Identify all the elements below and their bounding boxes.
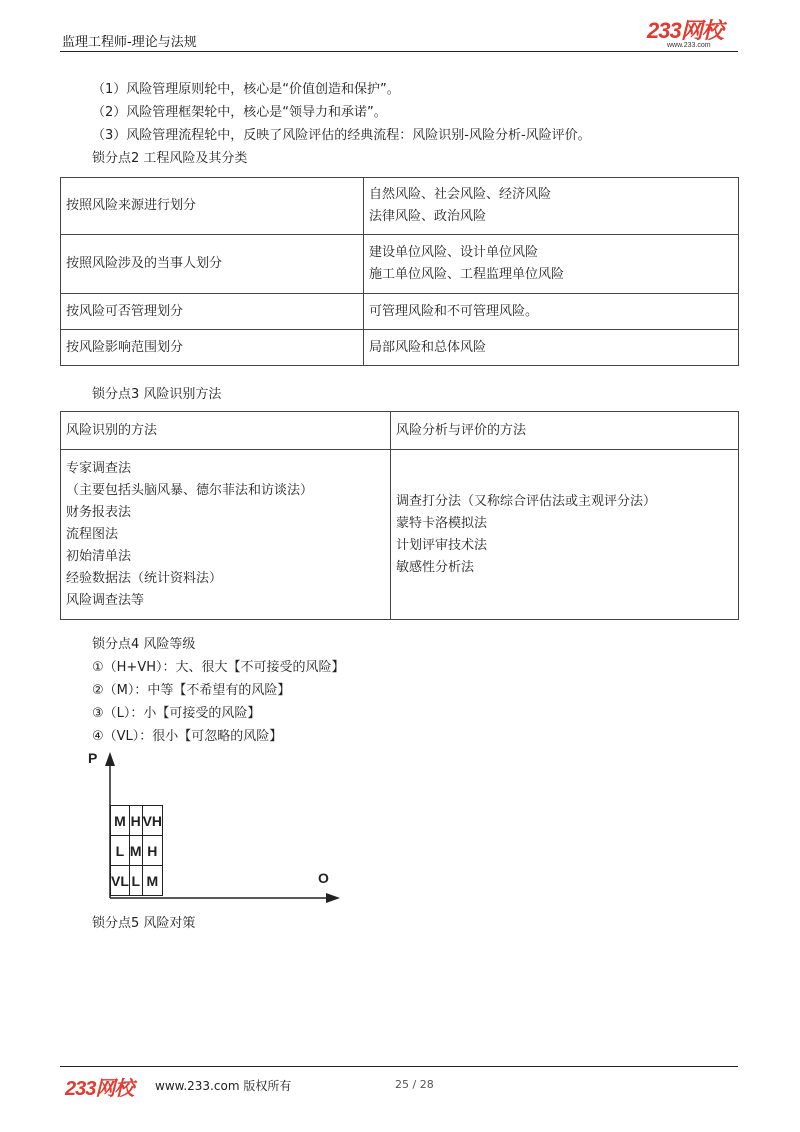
logo-url: www.233.com	[667, 42, 711, 49]
table-cell: 按照风险涉及的当事人划分	[61, 235, 364, 294]
table-row	[61, 235, 739, 294]
list-item: 初始清单法	[66, 548, 132, 564]
brand-logo	[647, 20, 723, 50]
list-item: 经验数据法（统计资料法）	[66, 570, 223, 586]
table-row	[61, 412, 739, 450]
cell-line: 施工单位风险、工程监理单位风险	[369, 267, 565, 282]
risk-level-2: ②（M）：中等【不希望有的风险】	[92, 683, 291, 698]
section5-heading: 锁分点5 风险对策	[92, 916, 196, 931]
risk-method-table	[60, 411, 739, 620]
logo-text: 233网校	[647, 18, 723, 43]
header-divider	[60, 51, 738, 52]
list-item: 流程图法	[66, 526, 119, 542]
risk-level-1: ①（H+VH）：大、很大【不可接受的风险】	[92, 660, 345, 675]
table-cell: 按风险可否管理划分	[61, 294, 364, 330]
document-header-title: 监理工程师-理论与法规	[62, 35, 197, 50]
matrix-cell: M	[129, 836, 142, 866]
matrix-row	[111, 866, 163, 896]
y-axis-arrow-icon	[105, 752, 115, 766]
cell-line: 建设单位风险、设计单位风险	[369, 245, 539, 260]
matrix-cell: L	[129, 866, 142, 896]
matrix-cell: L	[111, 836, 130, 866]
matrix-row	[111, 836, 163, 866]
list-item: 风险调查法等	[66, 592, 145, 608]
list-item: 计划评审技术法	[396, 537, 488, 553]
table-header-cell: 风险识别的方法	[61, 412, 391, 450]
risk-level-3: ③（L）：小【可接受的风险】	[92, 706, 261, 721]
footer-logo: 233网校	[65, 1078, 134, 1100]
y-axis-label: P	[88, 750, 98, 766]
table-row	[61, 178, 739, 235]
section4-heading: 锁分点4 风险等级	[92, 637, 196, 652]
table-cell	[391, 450, 739, 620]
table-header-cell: 风险分析与评价的方法	[391, 412, 739, 450]
intro-line-1: （1）风险管理原则轮中，核心是“价值创造和保护”。	[92, 82, 400, 97]
x-axis-arrow-icon	[326, 893, 340, 903]
list-item: 敏感性分析法	[396, 559, 475, 575]
matrix-cell: M	[111, 806, 130, 836]
table-cell: 局部风险和总体风险	[364, 330, 739, 366]
section3-heading: 锁分点3 风险识别方法	[92, 387, 222, 402]
table-row	[61, 294, 739, 330]
section2-heading: 锁分点2 工程风险及其分类	[92, 151, 248, 166]
footer-divider	[60, 1066, 738, 1067]
table-cell: 可管理风险和不可管理风险。	[364, 294, 739, 330]
intro-line-2: （2）风险管理框架轮中，核心是“领导力和承诺”。	[92, 105, 387, 120]
matrix-grid	[110, 805, 163, 896]
intro-line-3: （3）风险管理流程轮中，反映了风险评估的经典流程：风险识别-风险分析-风险评价。	[92, 128, 591, 143]
list-item: 蒙特卡洛模拟法	[396, 515, 488, 531]
list-item: 财务报表法	[66, 504, 132, 520]
table-row	[61, 450, 739, 620]
matrix-cell: VH	[142, 806, 162, 836]
table-cell	[364, 235, 739, 294]
table-row	[61, 330, 739, 366]
list-item: 专家调查法	[66, 460, 132, 476]
matrix-row	[111, 806, 163, 836]
risk-classification-table	[60, 177, 739, 366]
table-cell	[364, 178, 739, 235]
footer-copyright[interactable]: www.233.com 版权所有	[155, 1079, 292, 1093]
list-item: 调查打分法（又称综合评估法或主观评分法）	[396, 493, 657, 509]
risk-level-4: ④（VL）：很小【可忽略的风险】	[92, 729, 283, 744]
matrix-cell: M	[142, 866, 162, 896]
table-cell	[61, 450, 391, 620]
cell-line: 自然风险、社会风险、经济风险	[369, 187, 552, 202]
matrix-cell: H	[142, 836, 162, 866]
table-cell: 按风险影响范围划分	[61, 330, 364, 366]
cell-line: 法律风险、政治风险	[369, 209, 487, 224]
x-axis-label: O	[318, 870, 329, 886]
list-item: （主要包括头脑风暴、德尔菲法和访谈法）	[66, 482, 314, 498]
table-cell: 按照风险来源进行划分	[61, 178, 364, 235]
matrix-cell: VL	[111, 866, 130, 896]
page-number: 25 / 28	[395, 1078, 434, 1091]
matrix-cell: H	[129, 806, 142, 836]
